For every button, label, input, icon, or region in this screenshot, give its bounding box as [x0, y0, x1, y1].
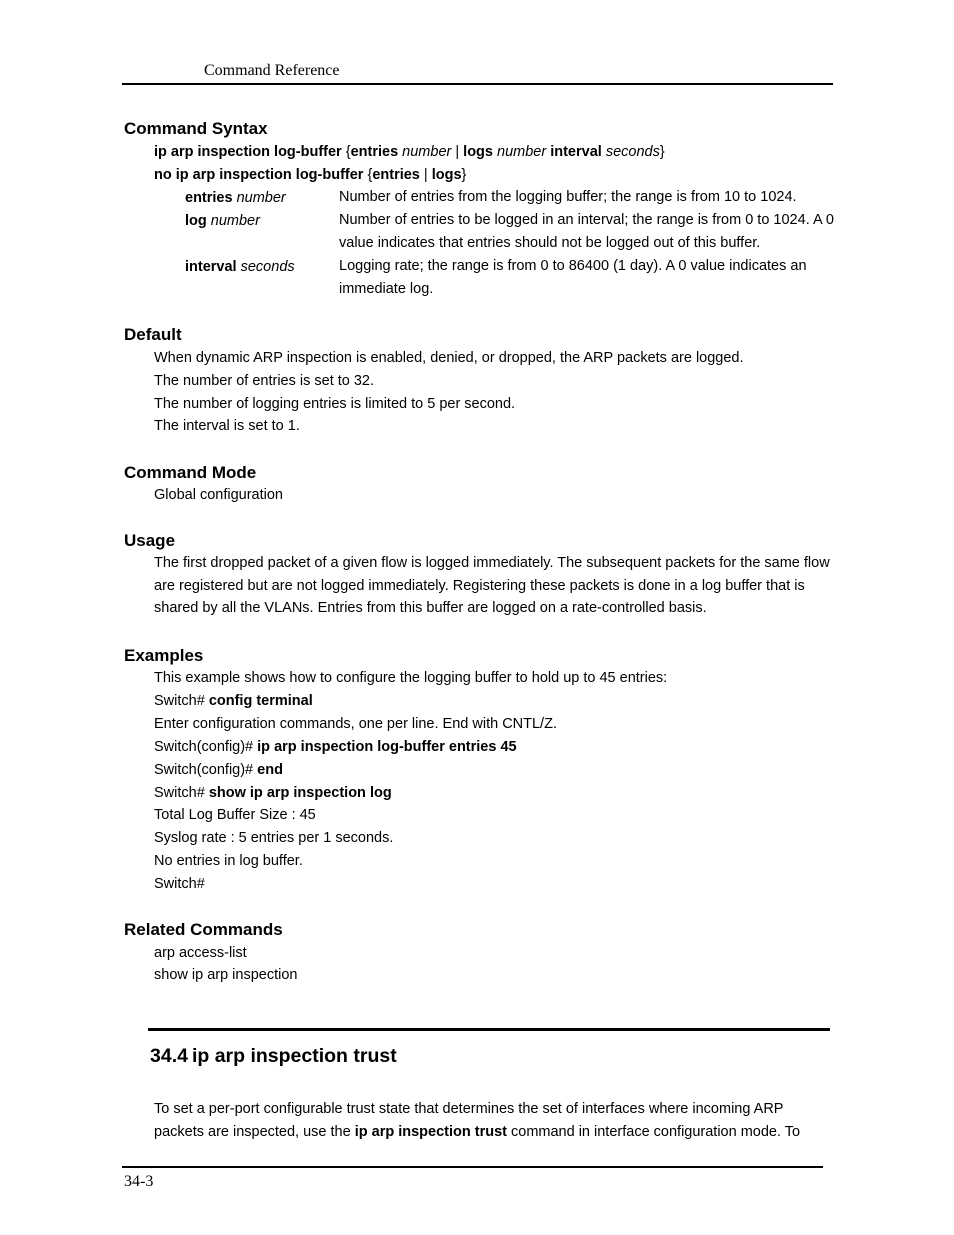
- examples-intro: This example shows how to configure the logging buffer to hold up to 45 entries:: [154, 670, 668, 686]
- param-term-interval: interval seconds: [185, 259, 295, 275]
- examples-heading: Examples: [124, 646, 204, 665]
- related-item: show ip arp inspection: [154, 967, 298, 983]
- example-line: Syslog rate : 5 entries per 1 seconds.: [154, 830, 394, 846]
- param-desc-log: Number of entries to be logged in an interval; the range is from 0 to 1024. A 0 value indicates that entries should not be logged out of this buffer.: [339, 212, 834, 251]
- running-header: Command Reference: [204, 62, 340, 79]
- param-term-log: log number: [185, 213, 260, 229]
- syntax-line-1: ip arp inspection log-buffer {entries number | logs number interval seconds}: [154, 144, 665, 160]
- page-number: 34-3: [124, 1173, 154, 1190]
- example-line: Switch(config)# ip arp inspection log-buffer entries 45: [154, 739, 517, 755]
- footer-rule: [122, 1166, 823, 1168]
- syntax-heading: Command Syntax: [124, 119, 268, 138]
- example-line: Enter configuration commands, one per line. End with CNTL/Z.: [154, 716, 557, 732]
- param-desc-entries: Number of entries from the logging buffer; the range is from 10 to 1024.: [339, 189, 797, 205]
- example-line: Switch#: [154, 876, 205, 892]
- section-rule: [148, 1028, 830, 1031]
- default-line: The number of logging entries is limited to 5 per second.: [154, 396, 516, 412]
- syntax-line-2: no ip arp inspection log-buffer {entries | logs}: [154, 167, 467, 183]
- default-heading: Default: [124, 325, 182, 344]
- header-rule: [122, 83, 833, 85]
- default-line: When dynamic ARP inspection is enabled, denied, or dropped, the ARP packets are logged.: [154, 350, 744, 366]
- param-desc-interval: Logging rate; the range is from 0 to 86400 (1 day). A 0 value indicates an immediate log.: [339, 258, 807, 297]
- param-term-entries: entries number: [185, 190, 286, 206]
- example-line: Switch(config)# end: [154, 762, 283, 778]
- related-heading: Related Commands: [124, 920, 283, 939]
- section-title: 34.4 ip arp inspection trust: [150, 1045, 397, 1067]
- related-item: arp access-list: [154, 945, 247, 961]
- usage-paragraph: The first dropped packet of a given flow is logged immediately. The subsequent packets for the same flow are registered but are not logged immediately. Registering these packets is done in a log buffer that is shared by all the VLANs. Entries from this buffer are logged on a rate-controlled basis.: [154, 555, 830, 616]
- example-line: No entries in log buffer.: [154, 853, 303, 869]
- section-paragraph: To set a per-port configurable trust state that determines the set of interfaces where incoming ARP packets are inspected, use the ip arp inspection trust command in interface configuration mode. To: [154, 1101, 801, 1140]
- usage-heading: Usage: [124, 531, 176, 550]
- mode-heading: Command Mode: [124, 463, 257, 482]
- mode-text: Global configuration: [154, 487, 283, 503]
- example-line: Switch# config terminal: [154, 693, 313, 709]
- example-line: Switch# show ip arp inspection log: [154, 785, 392, 801]
- default-line: The number of entries is set to 32.: [154, 373, 375, 389]
- default-line: The interval is set to 1.: [154, 418, 300, 434]
- example-line: Total Log Buffer Size : 45: [154, 807, 316, 823]
